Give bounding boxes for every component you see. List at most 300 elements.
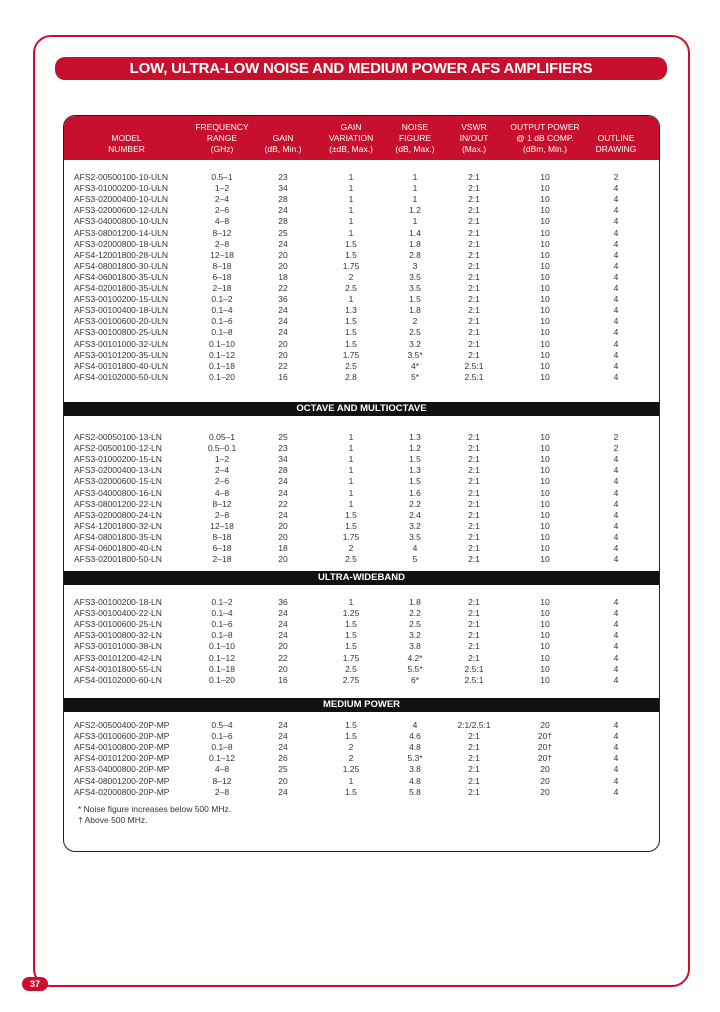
cell-vswr: 2:1 [468, 316, 480, 327]
cell-outline-drawing: 4 [613, 619, 619, 630]
cell-gain: 28 [278, 194, 288, 205]
cell-outline-drawing: 4 [613, 349, 619, 360]
cell-outline-drawing: 4 [613, 520, 619, 531]
cell-outline-drawing: 4 [613, 531, 619, 542]
cell-output-power: 20† [537, 731, 553, 742]
cell-output-power: 10 [540, 432, 550, 442]
cell-gain-variation: 1.5 [345, 249, 357, 260]
cell-model-number: AFS3-02000800-18-ULN [74, 238, 169, 249]
cell-frequency-range: 0.1–8 [211, 327, 233, 338]
cell-vswr: 2:1 [468, 172, 480, 182]
cell-output-power: 10 [540, 619, 550, 630]
cell-vswr: 2:1 [468, 543, 480, 553]
cell-outline-drawing: 4 [613, 283, 619, 293]
cell-noise-figure: 1.4 [409, 227, 421, 238]
cell-noise-figure: 5* [410, 371, 420, 382]
cell-noise-figure: 4.8 [409, 775, 421, 786]
cell-vswr: 2:1 [468, 283, 480, 293]
cell-gain: 23 [278, 172, 288, 182]
cell-gain: 25 [278, 764, 288, 775]
cell-gain: 16 [278, 674, 288, 685]
cell-model-number: AFS3-02000800-24-LN [74, 509, 162, 520]
cell-output-power: 10 [540, 271, 550, 282]
cell-gain-variation: 1 [348, 172, 354, 182]
cell-vswr: 2:1 [468, 487, 480, 498]
cell-outline-drawing: 4 [613, 597, 619, 607]
cell-frequency-range: 2–8 [214, 509, 230, 520]
cell-gain: 24 [278, 487, 288, 498]
cell-frequency-range: 0.1–18 [209, 360, 235, 371]
cell-gain: 20 [278, 349, 288, 360]
cell-frequency-range: 2–6 [214, 205, 230, 216]
cell-gain-variation: 1 [348, 443, 354, 454]
cell-model-number: AFS3-02000400-13-LN [74, 465, 162, 476]
cell-vswr: 2:1 [468, 227, 480, 238]
cell-model-number: AFS3-04000800-10-ULN [74, 216, 169, 227]
cell-gain: 18 [278, 543, 288, 553]
cell-gain-variation: 1 [348, 775, 354, 786]
cell-gain-variation: 2.5 [345, 360, 357, 371]
cell-noise-figure: 6* [410, 674, 420, 685]
cell-output-power: 10 [540, 316, 550, 327]
cell-gain: 24 [278, 238, 288, 249]
cell-output-power: 10 [540, 238, 550, 249]
cell-output-power: 10 [540, 227, 550, 238]
header-model: MODEL NUMBER [108, 133, 145, 154]
cell-frequency-range: 6–18 [212, 543, 232, 553]
cell-gain: 25 [278, 432, 288, 442]
cell-noise-figure: 5.3* [407, 753, 423, 764]
cell-model-number: AFS3-00100600-25-LN [74, 619, 162, 630]
cell-model-number: AFS3-00100800-32-LN [74, 630, 162, 641]
footnotes [78, 804, 231, 826]
table-row [64, 753, 659, 764]
cell-gain: 20 [278, 641, 288, 652]
cell-gain-variation: 1.5 [345, 520, 357, 531]
cell-vswr: 2:1 [468, 641, 480, 652]
cell-model-number: AFS3-00100800-25-ULN [74, 327, 169, 338]
page-title: LOW, ULTRA-LOW NOISE AND MEDIUM POWER AFS AMPLIFIERS [55, 57, 667, 80]
page-number: 37 [22, 977, 48, 991]
cell-vswr: 2:1 [468, 742, 480, 753]
table-row [64, 764, 659, 775]
cell-outline-drawing: 4 [613, 630, 619, 641]
cell-gain-variation: 2 [348, 753, 354, 764]
cell-outline-drawing: 4 [613, 260, 619, 271]
cell-frequency-range: 8–18 [212, 531, 232, 542]
cell-vswr: 2:1 [468, 764, 480, 775]
cell-output-power: 20 [540, 720, 550, 730]
cell-vswr: 2:1 [468, 294, 480, 305]
cell-gain: 18 [278, 271, 288, 282]
cell-gain: 25 [278, 227, 288, 238]
footnote-noise: * Noise figure increases below 500 MHz. [78, 803, 232, 814]
cell-vswr: 2:1 [468, 731, 480, 742]
cell-noise-figure: 2.5 [409, 327, 421, 338]
cell-vswr: 2.5:1 [464, 663, 484, 674]
cell-gain-variation: 1 [348, 194, 354, 205]
cell-noise-figure: 2.2 [409, 608, 421, 619]
cell-model-number: AFS4-12001800-32-LN [74, 520, 162, 531]
table-header [64, 116, 659, 160]
cell-frequency-range: 6–18 [212, 271, 232, 282]
cell-outline-drawing: 4 [613, 652, 619, 663]
table-row [64, 653, 659, 664]
cell-outline-drawing: 4 [613, 249, 619, 260]
cell-outline-drawing: 4 [613, 608, 619, 619]
table-row [64, 261, 659, 272]
cell-frequency-range: 12–18 [210, 520, 234, 531]
cell-frequency-range: 2–6 [214, 476, 230, 487]
cell-outline-drawing: 4 [613, 674, 619, 685]
cell-output-power: 10 [540, 630, 550, 641]
cell-gain-variation: 1 [348, 294, 354, 305]
cell-gain-variation: 1 [348, 476, 354, 487]
table-row [64, 350, 659, 361]
cell-gain-variation: 1 [348, 216, 354, 227]
cell-frequency-range: 0.1–12 [209, 349, 235, 360]
cell-frequency-range: 0.1–20 [209, 371, 235, 382]
cell-frequency-range: 0.1–4 [211, 305, 233, 316]
cell-output-power: 10 [540, 249, 550, 260]
cell-vswr: 2:1 [468, 183, 480, 194]
cell-vswr: 2:1 [468, 775, 480, 786]
cell-gain: 20 [278, 338, 288, 349]
table-row [64, 476, 659, 487]
cell-frequency-range: 0.1–4 [211, 608, 233, 619]
table-row [64, 619, 659, 630]
cell-frequency-range: 2–18 [212, 554, 232, 565]
table-row [64, 294, 659, 305]
cell-outline-drawing: 4 [613, 294, 619, 305]
cell-vswr: 2:1 [468, 554, 480, 565]
cell-outline-drawing: 4 [613, 742, 619, 753]
cell-gain-variation: 1.5 [345, 338, 357, 349]
cell-outline-drawing: 4 [613, 498, 619, 509]
cell-gain-variation: 2.5 [345, 663, 357, 674]
cell-outline-drawing: 4 [613, 205, 619, 216]
cell-noise-figure: 1.6 [409, 487, 421, 498]
cell-output-power: 10 [540, 349, 550, 360]
cell-frequency-range: 0.05–1 [209, 432, 235, 442]
cell-outline-drawing: 4 [613, 183, 619, 194]
cell-frequency-range: 2–18 [212, 283, 232, 293]
cell-noise-figure: 2.8 [409, 249, 421, 260]
cell-model-number: AFS4-00102000-60-LN [74, 674, 162, 685]
cell-gain-variation: 1.5 [345, 316, 357, 327]
cell-outline-drawing: 4 [613, 476, 619, 487]
cell-gain-variation: 2 [348, 742, 354, 753]
cell-gain: 20 [278, 531, 288, 542]
cell-outline-drawing: 4 [613, 731, 619, 742]
cell-frequency-range: 2–4 [214, 194, 230, 205]
cell-gain-variation: 1.5 [345, 327, 357, 338]
cell-vswr: 2:1 [468, 432, 480, 442]
cell-noise-figure: 4 [412, 720, 418, 730]
cell-gain: 22 [278, 498, 288, 509]
cell-gain-variation: 1.3 [345, 305, 357, 316]
cell-vswr: 2:1 [468, 753, 480, 764]
cell-gain-variation: 1.75 [342, 260, 360, 271]
cell-frequency-range: 0.5–4 [211, 720, 233, 730]
header-frequency: FREQUENCY RANGE (GHz) [195, 122, 249, 154]
cell-outline-drawing: 4 [613, 194, 619, 205]
cell-vswr: 2:1 [468, 305, 480, 316]
cell-gain: 24 [278, 327, 288, 338]
cell-gain: 20 [278, 520, 288, 531]
cell-noise-figure: 5.5* [407, 663, 423, 674]
cell-model-number: AFS4-00101200-20P-MP [74, 753, 170, 764]
cell-gain-variation: 1.5 [345, 720, 357, 730]
cell-model-number: AFS2-00500400-20P-MP [74, 720, 170, 730]
cell-frequency-range: 0.5–0.1 [207, 443, 237, 454]
table-row [64, 554, 659, 565]
cell-gain-variation: 1.5 [345, 630, 357, 641]
cell-frequency-range: 0.1–6 [211, 731, 233, 742]
cell-gain: 24 [278, 476, 288, 487]
cell-output-power: 10 [540, 283, 550, 293]
cell-model-number: AFS3-00100200-18-LN [74, 597, 162, 607]
cell-gain-variation: 1.5 [345, 731, 357, 742]
cell-outline-drawing: 2 [613, 172, 619, 182]
cell-gain: 20 [278, 260, 288, 271]
cell-outline-drawing: 4 [613, 338, 619, 349]
cell-frequency-range: 0.1–2 [211, 294, 233, 305]
cell-noise-figure: 1.5 [409, 454, 421, 465]
header-vswr: VSWR IN/OUT (Max.) [459, 122, 489, 154]
cell-outline-drawing: 4 [613, 764, 619, 775]
cell-gain: 24 [278, 509, 288, 520]
cell-vswr: 2:1 [468, 194, 480, 205]
cell-output-power: 10 [540, 531, 550, 542]
cell-output-power: 10 [540, 652, 550, 663]
cell-noise-figure: 4.2* [407, 652, 423, 663]
cell-output-power: 10 [540, 305, 550, 316]
cell-gain-variation: 1.5 [345, 509, 357, 520]
cell-outline-drawing: 4 [613, 316, 619, 327]
cell-vswr: 2:1 [468, 476, 480, 487]
cell-noise-figure: 3 [412, 260, 418, 271]
cell-outline-drawing: 4 [613, 327, 619, 338]
cell-vswr: 2:1 [468, 619, 480, 630]
cell-outline-drawing: 2 [613, 432, 619, 442]
table-row [64, 183, 659, 194]
cell-model-number: AFS3-02000600-15-LN [74, 476, 162, 487]
cell-vswr: 2:1 [468, 608, 480, 619]
table-row [64, 339, 659, 350]
cell-gain: 28 [278, 465, 288, 476]
cell-gain: 20 [278, 249, 288, 260]
cell-model-number: AFS3-01000200-15-LN [74, 454, 162, 465]
cell-model-number: AFS4-06001800-40-LN [74, 543, 162, 553]
cell-output-power: 20† [537, 753, 553, 764]
cell-gain: 24 [278, 619, 288, 630]
cell-noise-figure: 1.3 [409, 432, 421, 442]
cell-gain-variation: 1.5 [345, 641, 357, 652]
table-row [64, 787, 659, 798]
cell-frequency-range: 8–12 [212, 227, 232, 238]
cell-vswr: 2.5:1 [464, 360, 484, 371]
cell-model-number: AFS3-00100400-22-LN [74, 608, 162, 619]
table-row [64, 675, 659, 686]
cell-frequency-range: 0.1–18 [209, 663, 235, 674]
cell-gain: 22 [278, 652, 288, 663]
cell-gain-variation: 1.5 [345, 786, 357, 797]
cell-noise-figure: 1.3 [409, 465, 421, 476]
cell-noise-figure: 5.8 [409, 786, 421, 797]
cell-frequency-range: 0.1–20 [209, 674, 235, 685]
cell-gain-variation: 1.5 [345, 619, 357, 630]
cell-outline-drawing: 4 [613, 663, 619, 674]
cell-gain-variation: 2.5 [345, 283, 357, 293]
cell-gain-variation: 1 [348, 465, 354, 476]
cell-model-number: AFS3-04000800-20P-MP [74, 764, 170, 775]
cell-frequency-range: 0.1–10 [209, 338, 235, 349]
cell-noise-figure: 3.2 [409, 338, 421, 349]
cell-output-power: 10 [540, 371, 550, 382]
cell-noise-figure: 1 [412, 216, 418, 227]
table-row [64, 228, 659, 239]
table-row [64, 776, 659, 787]
cell-model-number: AFS4-00101800-55-LN [74, 663, 162, 674]
cell-frequency-range: 1–2 [214, 454, 230, 465]
cell-frequency-range: 4–8 [214, 764, 230, 775]
cell-vswr: 2:1 [468, 454, 480, 465]
cell-model-number: AFS3-00101000-32-ULN [74, 338, 169, 349]
table-row [64, 250, 659, 261]
cell-vswr: 2:1 [468, 271, 480, 282]
cell-noise-figure: 3.5 [409, 283, 421, 293]
cell-model-number: AFS3-02000400-10-ULN [74, 194, 169, 205]
cell-gain-variation: 1.25 [342, 608, 360, 619]
cell-model-number: AFS3-02001800-50-LN [74, 554, 162, 565]
cell-vswr: 2.5:1 [464, 674, 484, 685]
cell-gain: 20 [278, 663, 288, 674]
cell-vswr: 2:1 [468, 597, 480, 607]
cell-noise-figure: 4* [410, 360, 420, 371]
cell-frequency-range: 8–12 [212, 775, 232, 786]
cell-output-power: 10 [540, 663, 550, 674]
cell-model-number: AFS3-02000600-12-ULN [74, 205, 169, 216]
cell-output-power: 10 [540, 543, 550, 553]
cell-vswr: 2:1 [468, 520, 480, 531]
cell-vswr: 2:1 [468, 260, 480, 271]
cell-noise-figure: 4.8 [409, 742, 421, 753]
cell-output-power: 10 [540, 465, 550, 476]
cell-noise-figure: 4.6 [409, 731, 421, 742]
table-row [64, 194, 659, 205]
cell-gain: 28 [278, 216, 288, 227]
cell-output-power: 10 [540, 509, 550, 520]
table-row [64, 172, 659, 183]
cell-output-power: 10 [540, 608, 550, 619]
cell-gain: 20 [278, 554, 288, 565]
table-row [64, 239, 659, 250]
cell-noise-figure: 2.4 [409, 509, 421, 520]
cell-output-power: 10 [540, 183, 550, 194]
cell-model-number: AFS4-08001800-30-ULN [74, 260, 169, 271]
cell-vswr: 2:1 [468, 509, 480, 520]
cell-frequency-range: 12–18 [210, 249, 234, 260]
cell-gain: 24 [278, 720, 288, 730]
cell-output-power: 10 [540, 597, 550, 607]
cell-output-power: 20 [540, 786, 550, 797]
cell-noise-figure: 3.5* [407, 349, 423, 360]
cell-frequency-range: 4–8 [214, 487, 230, 498]
cell-model-number: AFS4-00101800-40-ULN [74, 360, 169, 371]
cell-outline-drawing: 4 [613, 509, 619, 520]
cell-noise-figure: 5 [412, 554, 418, 565]
cell-noise-figure: 3.8 [409, 641, 421, 652]
cell-vswr: 2:1 [468, 498, 480, 509]
cell-vswr: 2:1 [468, 465, 480, 476]
table-row [64, 488, 659, 499]
cell-output-power: 10 [540, 476, 550, 487]
cell-frequency-range: 0.1–12 [209, 753, 235, 764]
cell-gain: 34 [278, 183, 288, 194]
cell-output-power: 10 [540, 327, 550, 338]
table-row [64, 327, 659, 338]
cell-vswr: 2:1 [468, 443, 480, 454]
cell-output-power: 20 [540, 764, 550, 775]
cell-output-power: 10 [540, 260, 550, 271]
cell-model-number: AFS3-00101000-38-LN [74, 641, 162, 652]
cell-gain-variation: 1.25 [342, 764, 360, 775]
cell-outline-drawing: 4 [613, 465, 619, 476]
header-outline: OUTLINE DRAWING [595, 133, 637, 154]
cell-frequency-range: 0.5–1 [211, 172, 233, 182]
cell-output-power: 20 [540, 775, 550, 786]
cell-frequency-range: 1–2 [214, 183, 230, 194]
cell-outline-drawing: 4 [613, 720, 619, 730]
cell-noise-figure: 1.8 [409, 597, 421, 607]
cell-vswr: 2:1 [468, 349, 480, 360]
cell-gain-variation: 2 [348, 271, 354, 282]
cell-model-number: AFS3-00100400-18-ULN [74, 305, 169, 316]
table-row [64, 454, 659, 465]
table-row [64, 216, 659, 227]
cell-outline-drawing: 4 [613, 454, 619, 465]
cell-output-power: 10 [540, 520, 550, 531]
cell-output-power: 10 [540, 172, 550, 182]
table-row [64, 432, 659, 443]
cell-outline-drawing: 4 [613, 641, 619, 652]
cell-output-power: 10 [540, 443, 550, 454]
cell-noise-figure: 2.5 [409, 619, 421, 630]
cell-noise-figure: 1 [412, 183, 418, 194]
cell-output-power: 10 [540, 338, 550, 349]
cell-noise-figure: 1 [412, 172, 418, 182]
cell-gain-variation: 2.5 [345, 554, 357, 565]
cell-gain-variation: 2 [348, 543, 354, 553]
cell-gain-variation: 2.8 [345, 371, 357, 382]
table-row [64, 742, 659, 753]
table-row [64, 272, 659, 283]
cell-vswr: 2:1 [468, 338, 480, 349]
cell-model-number: AFS3-00100600-20-ULN [74, 316, 169, 327]
cell-gain-variation: 1 [348, 227, 354, 238]
cell-gain: 24 [278, 205, 288, 216]
table-row [64, 305, 659, 316]
cell-outline-drawing: 4 [613, 227, 619, 238]
cell-gain: 16 [278, 371, 288, 382]
cell-model-number: AFS3-00100600-20P-MP [74, 731, 170, 742]
cell-vswr: 2.5:1 [464, 371, 484, 382]
cell-frequency-range: 0.1–6 [211, 619, 233, 630]
cell-gain-variation: 1 [348, 432, 354, 442]
cell-model-number: AFS4-12001800-28-ULN [74, 249, 169, 260]
cell-frequency-range: 2–4 [214, 465, 230, 476]
